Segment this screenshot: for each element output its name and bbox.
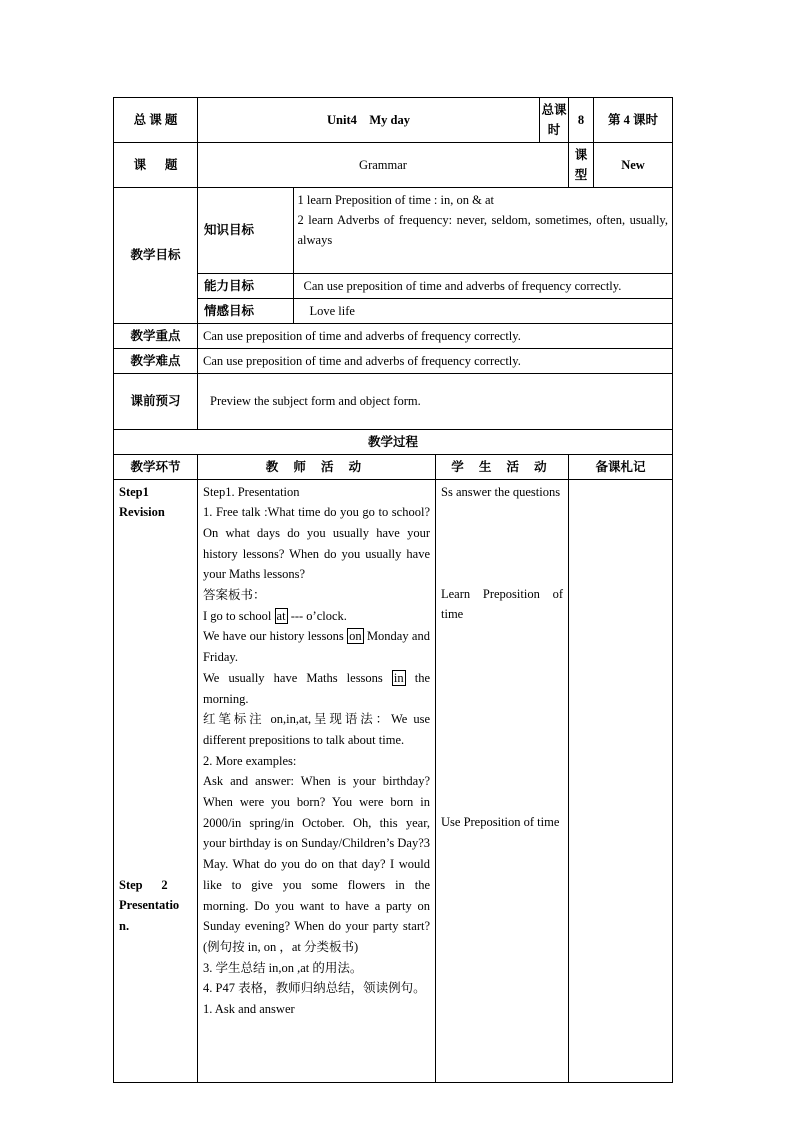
difficulty-label: 教学难点: [114, 348, 198, 373]
process-title: 教学过程: [114, 429, 673, 454]
teacher-line: 2. More examples:: [203, 753, 297, 768]
type-label: 课型: [569, 143, 594, 188]
lesson-plan: [113, 97, 672, 1083]
boxed-word: on: [349, 629, 362, 644]
goals-subtable: [198, 188, 672, 323]
step-column: [114, 479, 198, 1082]
student-line: Use Preposition of time: [441, 814, 560, 829]
student-activity: [436, 479, 569, 1082]
teacher-line: We usually have Maths lessons in the morning.: [203, 670, 430, 706]
total-hours-label: 总课时: [540, 98, 569, 143]
teacher-line: 1. Free talk :What time do you go to school? On what days do you usually have your history lessons? When do you usually have your Maths lessons?: [203, 505, 430, 582]
teacher-line: 3. 学生总结 in,on ,at 的用法。: [203, 960, 363, 975]
step1-label: Step1: [119, 484, 149, 499]
teacher-line: 1. Ask and answer: [203, 1002, 295, 1017]
boxed-word: at: [276, 608, 286, 623]
notes-cell: [569, 479, 673, 1082]
total-hours-value: 8: [569, 98, 594, 143]
goals-label: 教学目标: [114, 188, 198, 324]
teacher-line: Ask and answer: When is your birthday? When were you born? You were born in 2000/in spring/in October. Oh, this year, your birthday is on Sunday/Children’s Day?3 May. What do you do on that day? I would like to give you some flowers in the morning. Do you want to have a party on Sunday evening? When do your party start? (例句按 in, on ，at 分类板书): [203, 774, 430, 954]
preview-text: Preview the subject form and object form.: [198, 373, 673, 429]
step1-name: Revision: [119, 505, 165, 519]
topic-value: Grammar: [198, 143, 569, 188]
student-line: Ss answer the questions: [441, 484, 561, 499]
teacher-line: 答案板书：: [203, 588, 266, 603]
total-topic-label: 总 课 题: [114, 98, 198, 143]
key-point-label: 教学重点: [114, 323, 198, 348]
col-student-header: 学 生 活 动: [436, 454, 569, 479]
teacher-line: We have our history lessons on Monday and Friday.: [203, 629, 430, 665]
knowledge-goal-2: 2 learn Adverbs of frequency: never, seldom, sometimes, often, usually, always: [297, 213, 668, 247]
process-table: [113, 454, 673, 1083]
ability-goal-label: 能力目标: [198, 273, 293, 298]
total-topic-value: Unit4 My day: [198, 98, 540, 143]
student-line: Learn Preposition of time: [441, 586, 563, 621]
teacher-line: I go to school at --- o’clock.: [203, 608, 347, 623]
emotion-goal: Love life: [309, 303, 355, 318]
col-step-header: 教学环节: [114, 454, 198, 479]
teacher-line: 红笔标注 on,in,at,呈现语法：We use different prepositions to talk about time.: [203, 712, 430, 747]
ability-goal: Can use preposition of time and adverbs of frequency correctly.: [293, 273, 672, 298]
step2-name: Presentatio: [119, 898, 180, 912]
key-point-text: Can use preposition of time and adverbs of frequency correctly.: [198, 323, 673, 348]
goals-block: [198, 188, 673, 324]
lesson-plan-table: [113, 97, 673, 455]
knowledge-goal-1: 1 learn Preposition of time : in, on & at: [297, 193, 494, 207]
type-value: New: [594, 143, 673, 188]
teacher-activity: [198, 479, 436, 1082]
preview-label: 课前预习: [114, 373, 198, 429]
knowledge-goal: [293, 188, 672, 273]
knowledge-goal-label: 知识目标: [198, 188, 293, 273]
col-notes-header: 备课札记: [569, 454, 673, 479]
teacher-line: Step1. Presentation: [203, 484, 300, 499]
lesson-number: 第 4 课时: [594, 98, 673, 143]
difficulty-text: Can use preposition of time and adverbs of frequency correctly.: [198, 348, 673, 373]
col-teacher-header: 教 师 活 动: [198, 454, 436, 479]
topic-label: 课 题: [114, 143, 198, 188]
teacher-line: 4. P47 表格，教师归纳总结，领读例句。: [203, 981, 426, 996]
emotion-goal-label: 情感目标: [198, 298, 293, 323]
step2-label: Step 2: [119, 877, 168, 892]
step2-name-cont: n.: [119, 918, 130, 933]
boxed-word: in: [393, 670, 404, 685]
